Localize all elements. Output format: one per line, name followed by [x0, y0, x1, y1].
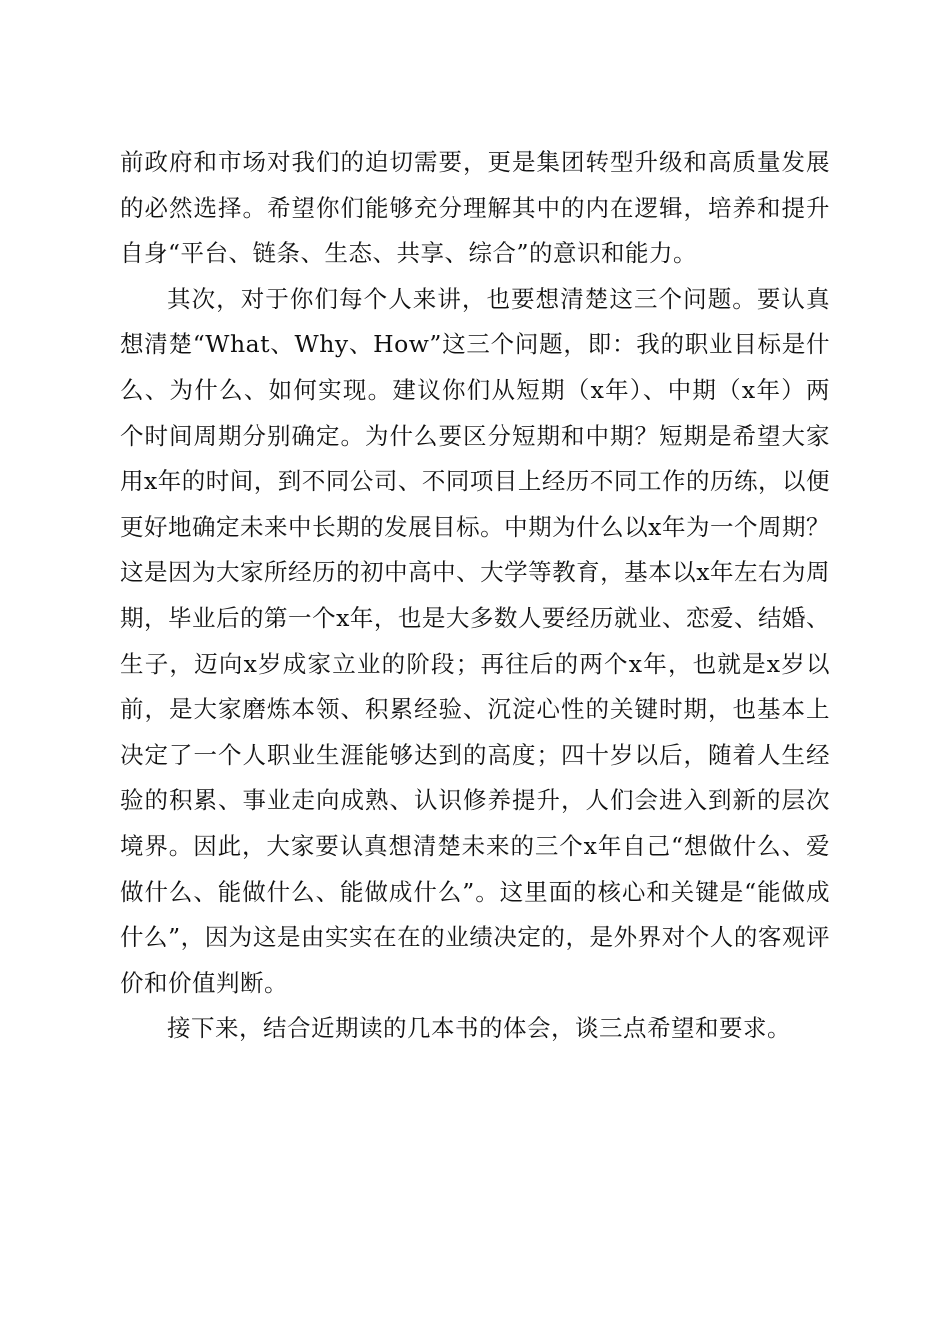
paragraph-continuation: 前政府和市场对我们的迫切需要，更是集团转型升级和高质量发展的必然选择。希望你们能够充分理解其中的内在逻辑，培养和提升自身“平台、链条、生态、共享、综合”的意识和能力。: [120, 148, 830, 268]
paragraph-next: 接下来，结合近期读的几本书的体会，谈三点希望和要求。: [167, 1014, 791, 1043]
document-body: [120, 140, 830, 1052]
paragraph-secondly: 其次，对于你们每个人来讲，也要想清楚这三个问题。要认真想清楚“What、Why、How”这三个问题，即：我的职业目标是什么、为什么、如何实现。建议你们从短期（x年）、中期（x年）两个时间周期分别确定。为什么要区分短期和中期？短期是希望大家用x年的时间，到不同公司、不同项目上经历不同工作的历练，以便更好地确定未来中长期的发展目标。中期为什么以x年为一个周期？这是因为大家所经历的初中高中、大学等教育，基本以x年左右为周期，毕业后的第一个x年，也是大多数人要经历就业、恋爱、结婚、生子，迈向x岁成家立业的阶段；再往后的两个x年，也就是x岁以前，是大家磨炼本领、积累经验、沉淀心性的关键时期，也基本上决定了一个人职业生涯能够达到的高度；四十岁以后，随着人生经验的积累、事业走向成熟、认识修养提升，人们会进入到新的层次境界。因此，大家要认真想清楚未来的三个x年自己“想做什么、爱做什么、能做什么、能做成什么”。这里面的核心和关键是“能做成什么”，因为这是由实实在在的业绩决定的，是外界对个人的客观评价和价值判断。: [120, 284, 830, 997]
